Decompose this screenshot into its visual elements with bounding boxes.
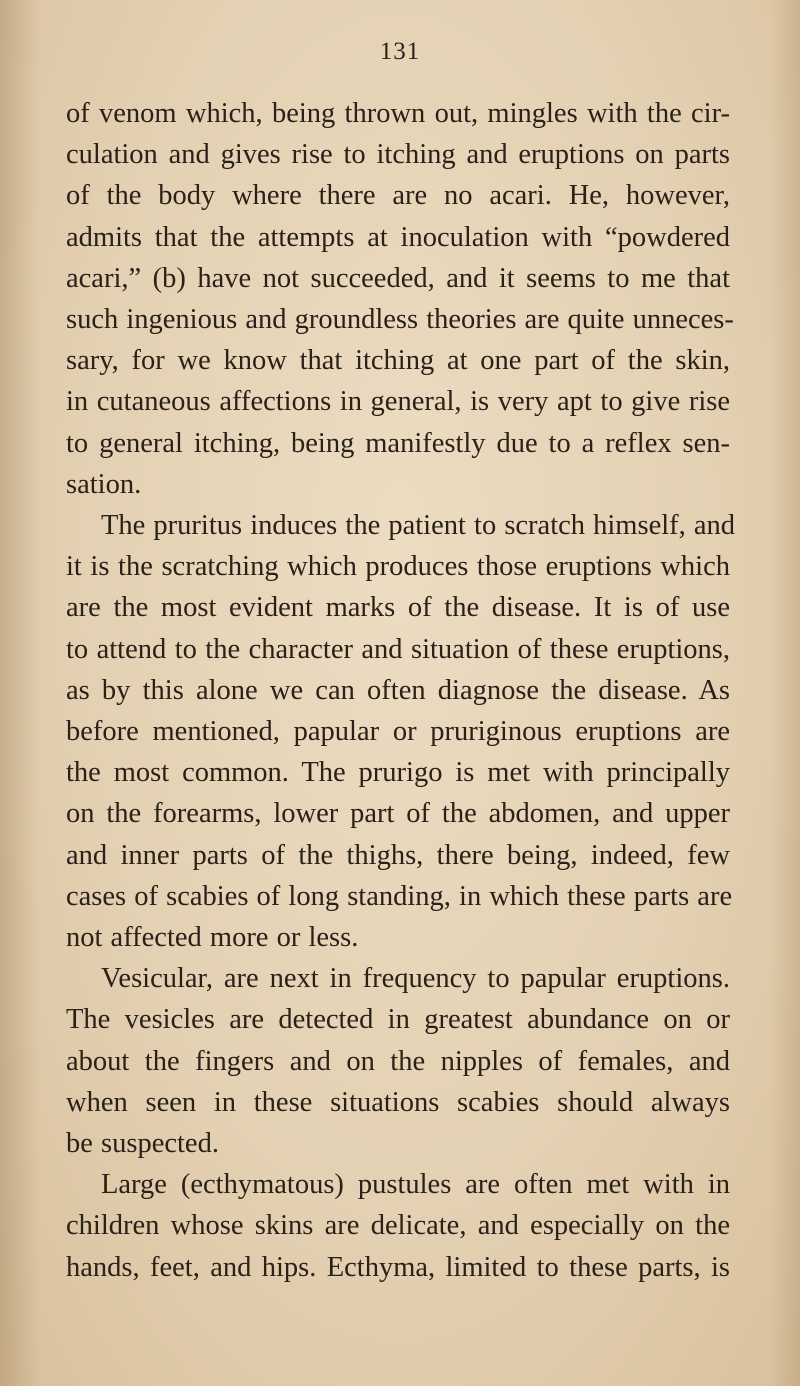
- text-line: be suspected.: [66, 1128, 219, 1160]
- text-line: The vesicles are detected in greatest abundance on or: [66, 1004, 730, 1036]
- text-line: about the fingers and on the nipples of females, and: [66, 1045, 730, 1077]
- text-line: culation and gives rise to itching and eruptions on parts: [66, 139, 730, 171]
- text-line: sary, for we know that itching at one part of the skin,: [66, 345, 730, 377]
- text-line: it is the scratching which produces those eruptions which: [66, 551, 730, 583]
- text-line: the most common. The prurigo is met with principally: [66, 757, 730, 789]
- text-line: sation.: [66, 468, 142, 500]
- text-line: of venom which, being thrown out, mingles with the cir-: [66, 98, 730, 129]
- text-line: The pruritus induces the patient to scratch himself, and: [101, 510, 736, 542]
- text-line: such ingenious and groundless theories are quite unneces-: [66, 304, 734, 336]
- text-line: to general itching, being manifestly due to a reflex sen-: [66, 427, 730, 459]
- text-line: are the most evident marks of the disease. It is of use: [66, 592, 730, 624]
- text-line: as by this alone we can often diagnose the disease. As: [66, 674, 730, 706]
- text-line: cases of scabies of long standing, in which these parts are: [66, 880, 733, 912]
- text-line: before mentioned, papular or pruriginous eruptions are: [66, 716, 730, 748]
- text-line: and inner parts of the thighs, there being, indeed, few: [66, 839, 730, 871]
- text-line: of the body where there are no acari. He, however,: [66, 180, 730, 212]
- text-line: to attend to the character and situation of these eruptions,: [66, 633, 730, 665]
- text-line: acari,” (b) have not succeeded, and it seems to me that: [66, 262, 730, 294]
- text-line: not affected more or less.: [66, 922, 359, 954]
- page-number: 131: [379, 38, 421, 65]
- text-line: when seen in these situations scabies should always: [66, 1086, 730, 1118]
- text-line: in cutaneous affections in general, is very apt to give rise: [66, 386, 730, 418]
- body-text: [66, 93, 736, 1288]
- text-line: on the forearms, lower part of the abdomen, and upper: [66, 798, 730, 830]
- text-line: children whose skins are delicate, and especially on the: [66, 1210, 730, 1242]
- text-line: admits that the attempts at inoculation with “powdered: [66, 221, 730, 253]
- text-line: Large (ecthymatous) pustules are often met with in: [101, 1169, 730, 1201]
- text-line: hands, feet, and hips. Ecthyma, limited to these parts, is: [66, 1251, 730, 1283]
- text-line: Vesicular, are next in frequency to papular eruptions.: [101, 963, 730, 995]
